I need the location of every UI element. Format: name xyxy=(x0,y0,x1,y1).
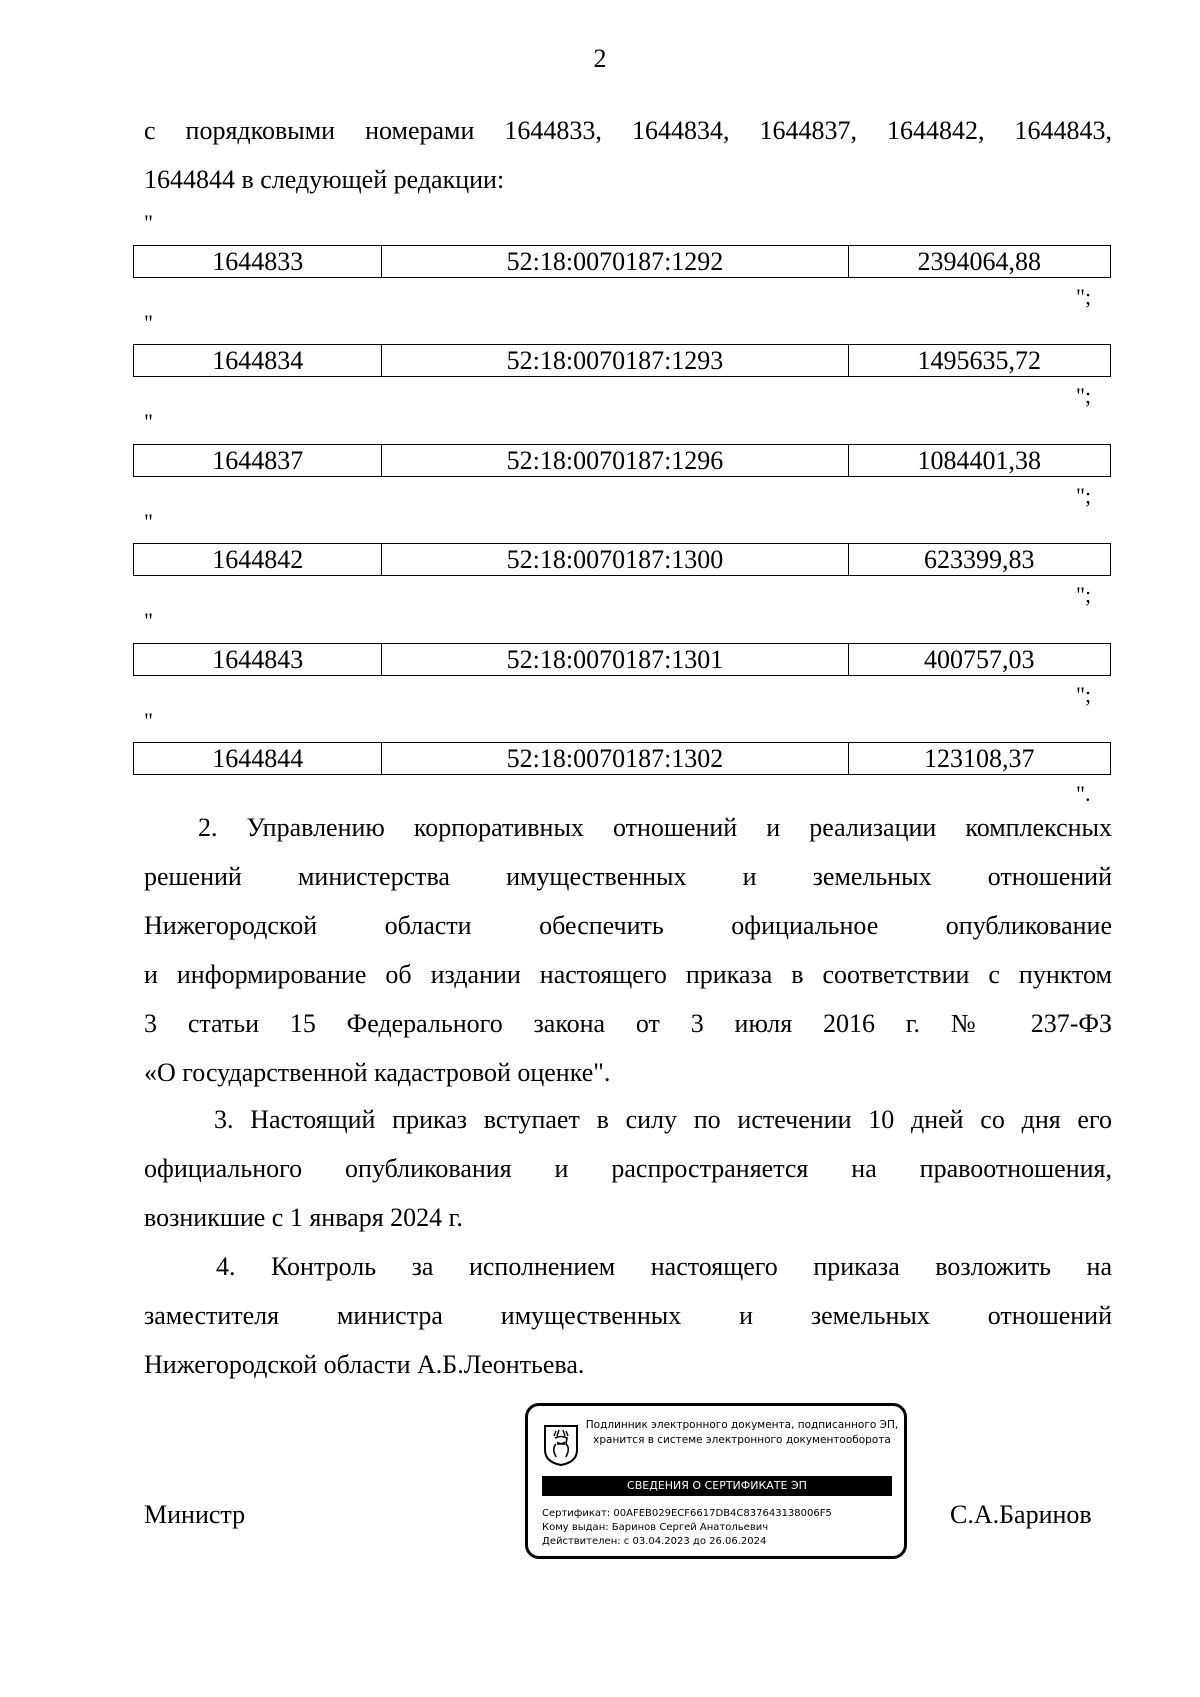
signatory-title: Министр xyxy=(144,1500,246,1529)
electronic-signature-stamp xyxy=(525,1403,907,1559)
certificate-value: 00AFEB029ECF6617DB4C837643138006F5 xyxy=(613,1508,832,1519)
table-row xyxy=(134,445,1111,477)
row-number-cell: 1644834 xyxy=(134,345,382,377)
cadastral-value-cell: 623399,83 xyxy=(848,544,1110,576)
cadastral-number-cell: 52:18:0070187:1300 xyxy=(382,544,848,576)
paragraph-2 xyxy=(144,803,1112,1097)
paragraph-line: решений министерства имущественных и земельных отношений xyxy=(144,862,1112,891)
validity-label: Действителен: xyxy=(542,1536,621,1547)
intro-line: 1644844 в следующей редакции: xyxy=(144,165,505,194)
stamp-header xyxy=(584,1418,900,1448)
cadastral-number-cell: 52:18:0070187:1301 xyxy=(382,644,848,676)
paragraph-line: 3 статьи 15 Федерального закона от 3 июля 2016 г. № 237-ФЗ xyxy=(144,1009,1112,1038)
quote-open-mark: " xyxy=(144,310,153,335)
validity-value: с 03.04.2023 до 26.06.2024 xyxy=(623,1536,767,1547)
cadastral-number-cell: 52:18:0070187:1292 xyxy=(382,246,848,278)
stamp-header-line: хранится в системе электронного документооборота xyxy=(593,1434,891,1446)
quote-open-mark: " xyxy=(144,509,153,534)
row-number-cell: 1644843 xyxy=(134,644,382,676)
record-table xyxy=(133,344,1111,377)
owner-label: Кому выдан: xyxy=(542,1522,609,1533)
certificate-row xyxy=(542,1507,898,1521)
page-number: 2 xyxy=(593,44,607,73)
cadastral-number-cell: 52:18:0070187:1293 xyxy=(382,345,848,377)
table-row xyxy=(134,345,1111,377)
intro-line: с порядковыми номерами 1644833, 1644834, 1644837, 1644842, 1644843, xyxy=(144,116,1112,145)
row-number-cell: 1644844 xyxy=(134,743,382,775)
cadastral-value-cell: 1084401,38 xyxy=(848,445,1111,477)
paragraph-line: 2. Управлению корпоративных отношений и реализации комплексных xyxy=(198,813,1112,842)
quote-open-mark: " xyxy=(144,409,153,434)
quote-open-mark: " xyxy=(144,708,153,733)
record-table xyxy=(133,245,1111,278)
certificate-label: Сертификат: xyxy=(542,1508,611,1519)
paragraph-line: и информирование об издании настоящего приказа в соответствии с пунктом xyxy=(144,960,1112,989)
validity-row xyxy=(542,1535,898,1549)
paragraph-line: заместителя министра имущественных и земельных отношений xyxy=(144,1301,1112,1330)
quote-close-mark: "; xyxy=(1076,284,1092,309)
paragraph-line: «О государственной кадастровой оценке". xyxy=(144,1058,611,1087)
record-table xyxy=(133,444,1111,477)
cadastral-number-cell: 52:18:0070187:1302 xyxy=(382,743,848,775)
certificate-info-bar: СВЕДЕНИЯ О СЕРТИФИКАТЕ ЭП xyxy=(542,1476,892,1496)
coat-of-arms-icon xyxy=(543,1424,579,1466)
quote-close-mark: ". xyxy=(1076,781,1091,806)
paragraph-line: 3. Настоящий приказ вступает в силу по истечении 10 дней со дня его xyxy=(214,1105,1112,1134)
paragraph-3 xyxy=(144,1095,1112,1242)
paragraph-line: официального опубликования и распространяется на правоотношения, xyxy=(144,1154,1112,1183)
table-row xyxy=(134,246,1111,278)
paragraph-4 xyxy=(144,1242,1112,1389)
cadastral-value-cell: 2394064,88 xyxy=(848,246,1111,278)
cadastral-value-cell: 400757,03 xyxy=(848,644,1110,676)
quote-close-mark: "; xyxy=(1076,483,1092,508)
cadastral-number-cell: 52:18:0070187:1296 xyxy=(382,445,848,477)
quote-close-mark: "; xyxy=(1076,383,1092,408)
paragraph-line: 4. Контроль за исполнением настоящего приказа возложить на xyxy=(216,1252,1112,1281)
certificate-details xyxy=(542,1507,898,1549)
paragraph-line: Нижегородской области обеспечить официальное опубликование xyxy=(144,911,1112,940)
record-table xyxy=(133,543,1111,576)
intro-paragraph xyxy=(144,106,1112,204)
owner-row xyxy=(542,1521,898,1535)
quote-open-mark: " xyxy=(144,210,153,235)
table-row xyxy=(134,743,1111,775)
quote-close-mark: "; xyxy=(1076,682,1092,707)
table-row xyxy=(134,544,1111,576)
cadastral-value-cell: 1495635,72 xyxy=(848,345,1111,377)
row-number-cell: 1644842 xyxy=(134,544,382,576)
owner-value: Баринов Сергей Анатольевич xyxy=(611,1522,769,1533)
signatory-name: С.А.Баринов xyxy=(950,1500,1092,1529)
record-table xyxy=(133,643,1111,676)
row-number-cell: 1644837 xyxy=(134,445,382,477)
paragraph-line: возникшие с 1 января 2024 г. xyxy=(144,1203,463,1232)
cadastral-value-cell: 123108,37 xyxy=(848,743,1110,775)
stamp-header-line: Подлинник электронного документа, подписанного ЭП, xyxy=(585,1419,899,1431)
record-table xyxy=(133,742,1111,775)
quote-close-mark: "; xyxy=(1076,582,1092,607)
table-row xyxy=(134,644,1111,676)
row-number-cell: 1644833 xyxy=(134,246,382,278)
paragraph-line: Нижегородской области А.Б.Леонтьева. xyxy=(144,1350,585,1379)
quote-open-mark: " xyxy=(144,608,153,633)
